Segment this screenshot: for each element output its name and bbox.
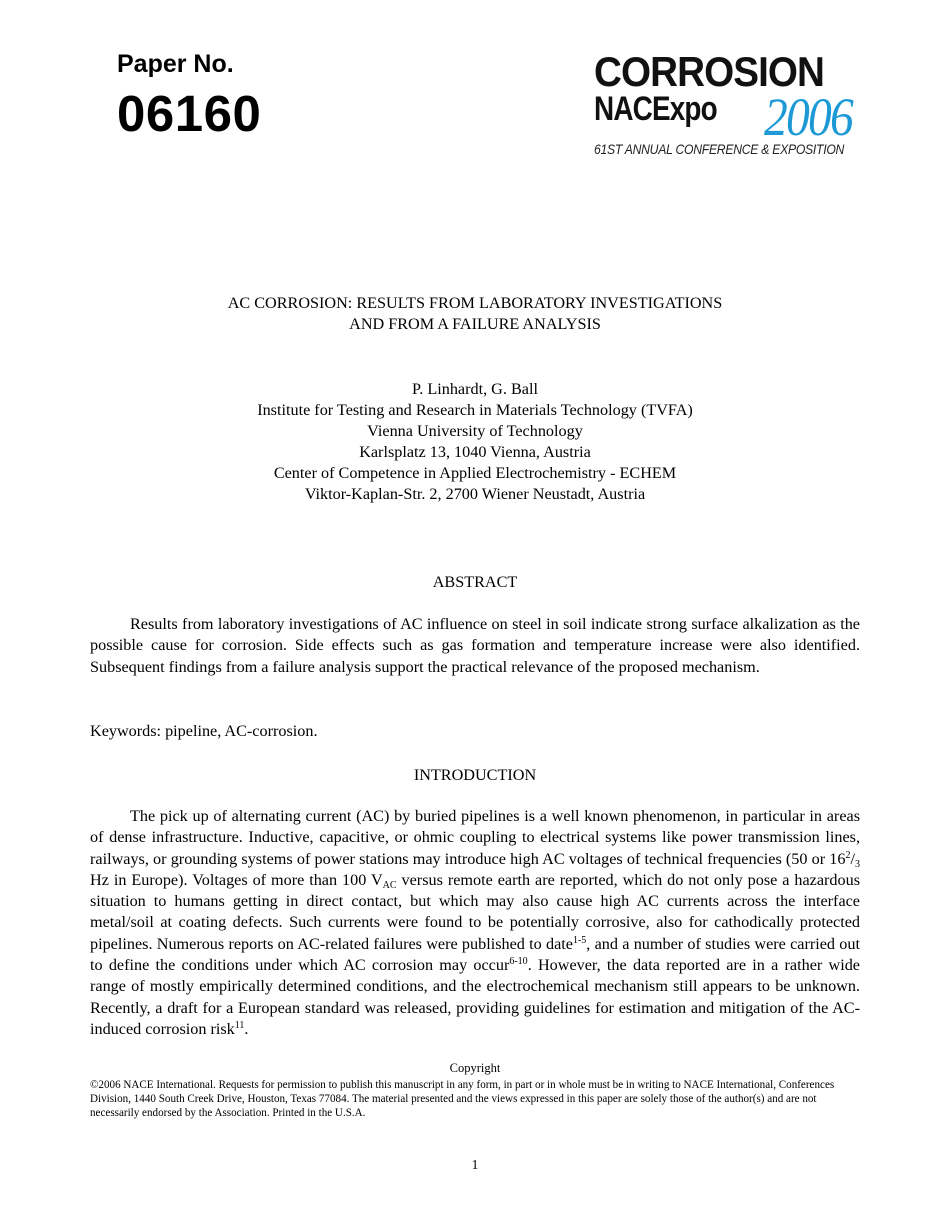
reference-superscript: 11 [234, 1019, 245, 1031]
intro-text-3: versus remote earth are reported, which do not only pose a hazardous situation to humans getting in direct contact, but which may also cause high AC currents across the interface metal/soil at coating defects. Such currents were found to be potentially corrosive, also for cathodically protected pipelines. Numerous reports on AC-related failures were published to date [90, 870, 860, 953]
affiliation-university: Vienna University of Technology [367, 422, 583, 440]
paper-title [90, 293, 860, 335]
copyright-heading: Copyright [449, 1061, 501, 1075]
intro-text-1: The pick up of alternating current (AC) by buried pipelines is a well known phenomenon, in particular in areas of dense infrastructure. Inductive, capacitive, or ohmic coupling to electrical systems like power transmission lines, railways, or grounding systems of power stations may introduce high AC voltages of technical frequencies (50 or 16 [90, 807, 860, 868]
abstract-paragraph: Results from laboratory investigations of AC influence on steel in soil indicate strong surface alkalization as the possible cause for corrosion. Side effects such as gas formation and temperature increase were also identified. Subsequent findings from a failure analysis support the practical relevance of the proposed mechanism. [90, 615, 860, 676]
copyright-notice: ©2006 NACE International. Requests for permission to publish this manuscript in any form, in part or in whole must be in writing to NACE International, Conferences Division, 1440 South Creek Drive, Houston, Texas 77084. The material presented and the views expressed in this paper are solely those of the author(s) and are not necessarily endorsed by the Association. Printed in the U.S.A. [90, 1079, 835, 1120]
reference-superscript: 1-5 [572, 934, 587, 946]
logo-corrosion-text: CORROSION [594, 48, 825, 95]
author-block [90, 379, 860, 505]
introduction-paragraph [90, 806, 860, 1040]
keywords-line: Keywords: pipeline, AC-corrosion. [90, 722, 318, 740]
affiliation-tvfa: Institute for Testing and Research in Materials Technology (TVFA) [257, 401, 693, 419]
paper-number-label: Paper No. [117, 50, 234, 78]
introduction-heading: INTRODUCTION [413, 766, 537, 784]
intro-text-4: , and a number of studies were carried out to define the conditions under which AC corrosion may occur [90, 934, 860, 975]
intro-text-6: . [244, 1019, 249, 1038]
abstract-heading: ABSTRACT [432, 573, 518, 591]
intro-text-2: Hz in Europe). Voltages of more than 100 V [90, 870, 383, 889]
affiliation-echem: Center of Competence in Applied Electrochemistry - ECHEM [273, 464, 677, 482]
fraction-denominator: 3 [855, 858, 860, 870]
title-line-2: AND FROM A FAILURE ANALYSIS [349, 315, 601, 333]
voltage-subscript: AC [382, 879, 397, 891]
logo-subtitle-text: 61ST ANNUAL CONFERENCE & EXPOSITION [594, 141, 845, 157]
page-number: 1 [471, 1157, 479, 1172]
logo-nacexpo-text: NACExpo [594, 90, 717, 128]
fraction-numerator: 2 [845, 849, 851, 861]
corrosion-nacexpo-logo [592, 48, 892, 162]
fraction-separator: / [850, 849, 855, 868]
logo-year-text: 2006 [764, 87, 852, 147]
paper-number: 06160 [117, 85, 262, 142]
reference-superscript: 6-10 [509, 956, 528, 968]
title-line-1: AC CORROSION: RESULTS FROM LABORATORY INVESTIGATIONS [227, 294, 723, 312]
address-wiener-neustadt: Viktor-Kaplan-Str. 2, 2700 Wiener Neustadt, Austria [304, 485, 646, 503]
author-names: P. Linhardt, G. Ball [412, 380, 538, 398]
address-vienna: Karlsplatz 13, 1040 Vienna, Austria [359, 443, 591, 461]
intro-text-5: . However, the data reported are in a rather wide range of mostly empirically determined conditions, and the electrochemical mechanism still appears to be unknown. Recently, a draft for a European standard was released, providing guidelines for estimation and mitigation of the AC-induced corrosion risk [90, 956, 860, 1038]
